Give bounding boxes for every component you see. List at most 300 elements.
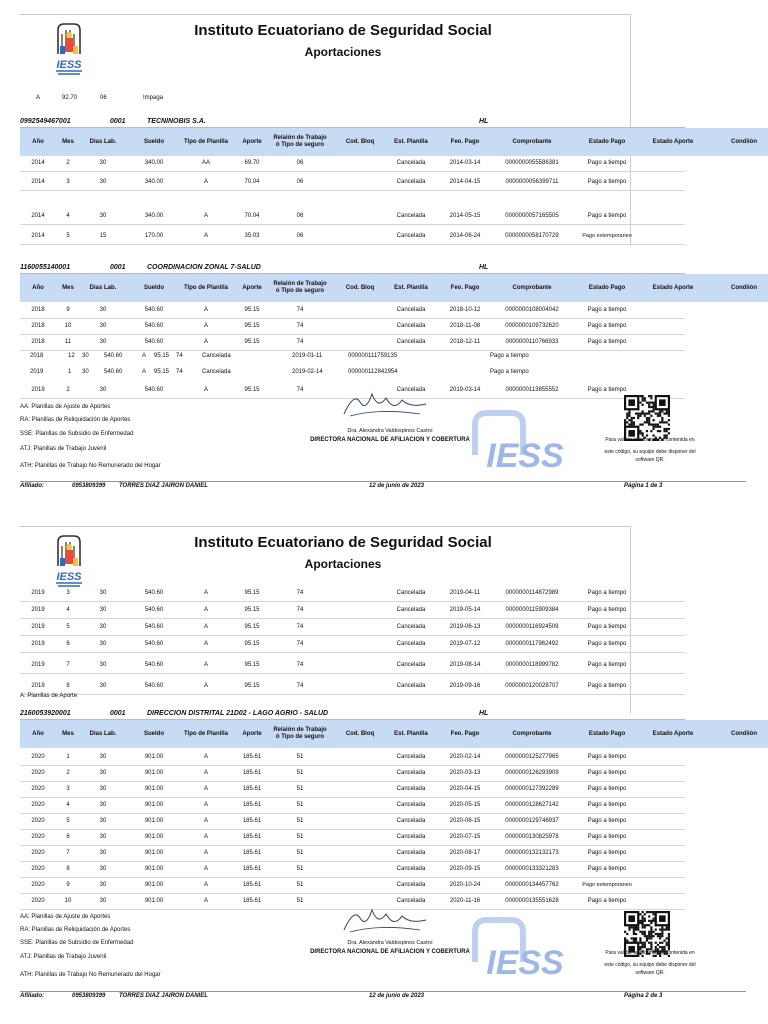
cell-s: 540.60 [104,353,123,359]
footer-label: Afiliado: [20,993,44,999]
cell-estplan: Cancelada [396,753,426,760]
qr-note-line: este código, su equipo debe disponer del [604,962,696,968]
cell-comp: 0000000110766933 [505,338,559,345]
cell-aporte: 95.15 [244,606,260,613]
cell-p: Pago a tiempo [490,369,529,375]
column-header-estpago: Estado Pago [588,730,626,737]
cell-anio: 2020 [31,849,45,856]
cell-relacion: 51 [296,753,304,760]
cell-dias: 30 [99,159,107,166]
cell-mes: 9 [66,306,70,313]
cell-fecpago: 2020-02-14 [449,753,481,760]
cell-sueldo: 540.60 [144,640,164,647]
cell-dias: 30 [99,769,107,776]
column-header-fecpago: Feo. Pago [450,730,480,737]
cell-estplan: Cancelada [396,386,426,393]
column-header-comp: Comprobante [512,730,552,737]
cell-tipo: A [203,881,208,888]
cell-ap: 95.15 [154,369,170,375]
cell-comp: 0000000108004042 [505,306,559,313]
column-header-mes: Mes [62,138,74,145]
cell-dias: 30 [99,623,107,630]
cell-dias: 30 [99,801,107,808]
footer-id: 0953809399 [72,993,106,999]
cell-sueldo: 540.60 [144,338,164,345]
cell-dias: 30 [99,753,107,760]
footer-page: Página 2 de 3 [624,993,663,999]
cell-sueldo: 901.00 [144,769,164,776]
cell-aporte: 185.61 [242,801,262,808]
cell-estplan: Cancelada [396,833,426,840]
cell-aporte: 95.15 [244,386,260,393]
column-header-estplan: Est. Planilla [394,730,428,737]
cell-fecpago: 2018-11-08 [449,322,481,329]
cell-relacion: 06 [296,212,304,219]
qr-note-line: software QR. [635,457,665,463]
cell-comp: 0000000116924509 [505,623,559,630]
cell-mes: 2 [66,159,70,166]
cell-fecpago: 2020-10-24 [449,881,481,888]
cell-anio: 2020 [31,753,45,760]
cell-estplan: Cancelada [396,232,426,239]
cell-comp: 0000000130825978 [505,833,559,840]
pre-relacion: 06 [100,95,107,101]
cell-fecpago: 2019-07-12 [449,640,481,647]
column-header-anio: Año [32,730,44,737]
footer-page: Página 1 de 3 [624,483,663,489]
employer-id: 0992549467001 [20,118,71,125]
column-header-estaporte: Estado Aporte [652,284,694,291]
cell-aporte: 185.61 [242,881,262,888]
cell-dias: 30 [99,589,107,596]
cell-estpago: Pago a tiempo [587,338,627,345]
cell-anio: 2019 [31,606,45,613]
cell-m: 1 [68,369,72,375]
cell-s: 540.60 [104,369,123,375]
cell-comp: 0000000129746937 [505,817,559,824]
cell-relacion: 74 [296,606,304,613]
employer-branch: 0001 [110,118,126,125]
cell-dias: 30 [99,881,107,888]
signer-role: DIRECTORA NACIONAL DE AFILIACION Y COBERTURA [310,437,470,443]
cell-anio: 2019 [31,682,45,689]
cell-relacion: 51 [296,849,304,856]
cell-tipo: A [203,897,208,904]
cell-estpago: Pago a tiempo [587,769,627,776]
cell-mes: 6 [66,833,70,840]
cell-comp: 0000000109732620 [505,322,559,329]
cell-aporte: 95.15 [244,623,260,630]
svg-text:IESS: IESS [486,437,564,475]
cell-relacion: 74 [296,661,304,668]
cell-fecpago: 2014-04-15 [449,178,481,185]
cell-aporte: 95.15 [244,306,260,313]
cell-r: 74 [176,353,183,359]
cell-sueldo: 540.60 [144,386,164,393]
cell-tipo: A [203,682,208,689]
column-header-aporte: Aporte [242,730,262,737]
cell-sueldo: 540.60 [144,661,164,668]
employer-name: DIRECCION DISTRITAL 21D02 - LAGO AGRIO - SALUD [147,710,329,717]
signature [340,388,430,418]
employer-branch: 0001 [110,710,126,717]
cell-estpago: Pago a tiempo [587,159,627,166]
cell-tipo: A [203,212,208,219]
cell-mes: 2 [66,386,70,393]
cell-sueldo: 901.00 [144,801,164,808]
cell-c: 000000111759135 [348,353,398,359]
cell-dias: 30 [99,817,107,824]
cell-a: 2019 [30,369,44,375]
signer-name: Dra. Alexandra Valdospinos Castro [347,940,433,946]
cell-dias: 30 [99,661,107,668]
cell-dias: 30 [99,682,107,689]
column-header-comp: Comprobante [512,284,552,291]
cell-comp: 0000000056399711 [505,178,559,185]
cell-estplan: Cancelada [396,801,426,808]
employer-hl: HL [479,118,489,125]
cell-dias: 30 [99,306,107,313]
cell-tipo: A [203,178,208,185]
cell-fecpago: 2018-10-12 [449,306,481,313]
cell-tipo: A [203,322,208,329]
cell-relacion: 51 [296,897,304,904]
cell-sueldo: 901.00 [144,833,164,840]
cell-sueldo: 901.00 [144,865,164,872]
cell-estplan: Cancelada [396,817,426,824]
employer-id: 1160055140001 [20,264,71,271]
cell-fecpago: 2014-05-15 [449,212,481,219]
cell-estpago: Pago a tiempo [587,661,627,668]
cell-fecpago: 2020-08-17 [449,849,481,856]
cell-estpago: Pago a tiempo [587,753,627,760]
table-row [20,227,685,245]
cell-mes: 9 [66,881,70,888]
cell-fecpago: 2019-05-14 [449,606,481,613]
cell-sueldo: 901.00 [144,753,164,760]
qr-note-line: software QR. [635,970,665,976]
cell-comp: 0000000127392289 [505,785,559,792]
cell-tipo: A [203,338,208,345]
cell-f: 2019-01-11 [292,353,323,359]
cell-t: A [142,353,147,359]
footer-name: TORRES DIAZ JAIRON DANIEL [119,993,208,999]
cell-sueldo: 340.00 [144,178,164,185]
cell-tipo: A [203,640,208,647]
cell-relacion: 06 [296,159,304,166]
cell-relacion: 51 [296,769,304,776]
cell-aporte: 70.04 [244,212,260,219]
legend-item: SSE: Planillas de Subsidio de Enfermedad [20,431,134,437]
page-footer [20,483,746,493]
cell-fecpago: 2020-11-16 [449,897,481,904]
cell-sueldo: 340.00 [144,159,164,166]
cell-comp: 0000000135551628 [505,897,559,904]
cell-estplan: Cancelada [396,178,426,185]
cell-aporte: 69.70 [244,159,260,166]
cell-dias: 30 [99,640,107,647]
cell-sueldo: 901.00 [144,897,164,904]
table-header [20,274,768,302]
column-header-tipo: Tipo de Planilla [184,284,228,291]
employer-name: COORDINACION ZONAL 7-SALUD [147,264,261,271]
column-header-aporte: Aporte [242,138,262,145]
cell-dias: 30 [99,338,107,345]
cell-estpago: Pago a tiempo [587,212,627,219]
cell-d: 30 [82,353,89,359]
column-header-relacion: Relaión de Trabajo ó Tipo de seguro [273,135,327,148]
signer-role: DIRECTORA NACIONAL DE AFILIACION Y COBERTURA [310,949,470,955]
cell-comp: 0000000058170729 [505,232,559,239]
cell-estpago: Pago a tiempo [587,606,627,613]
cell-sueldo: 540.60 [144,589,164,596]
cell-aporte: 35.03 [244,232,260,239]
cell-anio: 2019 [31,623,45,630]
cell-relacion: 51 [296,801,304,808]
legend-note: A: Planillas de Aporte [20,693,78,699]
cell-r: 74 [176,369,183,375]
employer-hl: HL [479,710,489,717]
cell-relacion: 74 [296,386,304,393]
logo-text: IESS [56,59,82,71]
cell-relacion: 06 [296,232,304,239]
cell-estplan: Cancelada [396,606,426,613]
cell-anio: 2020 [31,881,45,888]
cell-mes: 11 [64,338,72,345]
cell-fecpago: 2020-09-15 [449,865,481,872]
logo-text: IESS [56,571,82,583]
column-header-sueldo: Sueldo [143,730,164,737]
legend-item: RA: Planillas de Reliquidación de Aportes [20,927,131,933]
cell-estpago: Pago a tiempo [587,817,627,824]
footer-date: 12 de junio de 2023 [369,483,425,489]
cell-relacion: 74 [296,322,304,329]
cell-aporte: 185.61 [242,769,262,776]
cell-tipo: A [203,849,208,856]
pre-aporte: 92.70 [62,95,78,101]
cell-relacion: 74 [296,682,304,689]
cell-estplan: Cancelada [396,322,426,329]
cell-p: Pago a tiempo [490,353,529,359]
cell-comp: 0000000114872989 [505,589,559,596]
cell-estplan: Cancelada [396,306,426,313]
cell-anio: 2020 [31,865,45,872]
cell-estpago: Pago a tiempo [587,322,627,329]
cell-mes: 3 [66,589,70,596]
cell-mes: 3 [66,178,70,185]
cell-anio: 2019 [31,661,45,668]
cell-comp: 0000000132132173 [505,849,559,856]
employer-branch: 0001 [110,264,126,271]
cell-anio: 2020 [31,817,45,824]
cell-comp: 0000000057165505 [505,212,559,219]
column-header-estaporte: Estado Aporte [652,730,694,737]
column-header-condicion: Condiión [731,284,757,291]
cell-estplan: Cancelada [396,159,426,166]
cell-estpago: Pago a tiempo [587,785,627,792]
cell-comp: 0000000133321283 [505,865,559,872]
employer-line [20,263,685,274]
cell-tipo: A [203,589,208,596]
cell-sueldo: 540.60 [144,623,164,630]
legend-item: AA: Planillas de Ajuste de Aportes [20,404,111,410]
cell-mes: 2 [66,769,70,776]
cell-estpago: Pago a tiempo [587,865,627,872]
cell-mes: 7 [66,849,70,856]
cell-tipo: A [203,306,208,313]
column-header-estpago: Estado Pago [588,284,626,291]
legend-item: AA: Planillas de Ajuste de Aportes [20,914,111,920]
cell-aporte: 185.61 [242,897,262,904]
cell-estplan: Cancelada [396,212,426,219]
table-row [20,635,685,653]
column-header-anio: Año [32,284,44,291]
cell-anio: 2020 [31,897,45,904]
cell-anio: 2018 [31,306,45,313]
column-header-estaporte: Estado Aporte [652,138,694,145]
cell-relacion: 74 [296,623,304,630]
cell-mes: 5 [66,817,70,824]
cell-mes: 10 [64,897,72,904]
cell-mes: 3 [66,785,70,792]
cell-tipo: AA [201,159,210,166]
cell-comp: 0000000134457762 [505,881,559,888]
cell-estplan: Cancelada [396,849,426,856]
cell-relacion: 51 [296,881,304,888]
iess-watermark-icon [455,912,595,982]
cell-aporte: 95.15 [244,661,260,668]
employer-name: TECNINOBIS S.A. [147,118,206,125]
cell-mes: 5 [66,232,70,239]
cell-estpago: Pago a tiempo [587,386,627,393]
column-header-tipo: Tipo de Planilla [184,730,228,737]
report-title: Aportaciones [304,557,382,571]
cell-relacion: 74 [296,338,304,345]
cell-aporte: 185.61 [242,849,262,856]
column-header-estpago: Estado Pago [588,138,626,145]
qr-note [594,436,706,464]
cell-relacion: 06 [296,178,304,185]
cell-mes: 7 [66,661,70,668]
cell-estpago: Pago extemporaneo [582,232,632,239]
cell-fecpago: 2019-09-16 [449,682,481,689]
cell-estplan: Cancelada [396,338,426,345]
cell-fecpago: 2018-12-11 [449,338,481,345]
cell-tipo: A [203,386,208,393]
cell-estplan: Cancelada [396,769,426,776]
cell-dias: 30 [99,897,107,904]
column-header-mes: Mes [62,284,74,291]
cell-aporte: 95.15 [244,322,260,329]
cell-aporte: 95.15 [244,640,260,647]
column-header-fecpago: Feo. Pago [450,284,480,291]
column-header-fecpago: Feo. Pago [450,138,480,145]
cell-estplan: Cancelada [396,640,426,647]
cell-fecpago: 2020-07-15 [449,833,481,840]
cell-estplan: Cancelada [396,865,426,872]
cell-fecpago: 2020-04-15 [449,785,481,792]
table-row [20,656,685,674]
cell-fecpago: 2019-08-14 [449,661,481,668]
cell-sueldo: 540.60 [144,322,164,329]
cell-mes: 4 [66,212,70,219]
cell-estplan: Cancelada [396,881,426,888]
table-row [20,601,685,619]
cell-aporte: 185.61 [242,865,262,872]
cell-fecpago: 2020-06-15 [449,817,481,824]
cell-sueldo: 901.00 [144,785,164,792]
cell-tipo: A [203,661,208,668]
cell-mes: 1 [66,753,70,760]
table-row [20,365,685,381]
cell-sueldo: 340.00 [144,212,164,219]
cell-relacion: 74 [296,640,304,647]
cell-estplan: Cancelada [396,897,426,904]
qr-note-line: Para validar la información contenida en [605,437,695,443]
cell-e: Cancelada [202,353,231,359]
cell-tipo: A [203,623,208,630]
cell-tipo: A [203,865,208,872]
cell-estplan: Cancelada [396,682,426,689]
pre-tipo: A [36,95,41,101]
cell-sueldo: 540.60 [144,306,164,313]
table-row [20,584,685,602]
cell-sueldo: 901.00 [144,849,164,856]
cell-anio: 2020 [31,801,45,808]
cell-ap: 95.15 [154,353,170,359]
footer-divider [20,481,746,482]
cell-aporte: 185.61 [242,817,262,824]
cell-c: 000000112842954 [348,369,398,375]
cell-dias: 30 [99,606,107,613]
institution-title: Instituto Ecuatoriano de Seguridad Social [194,22,492,39]
cell-dias: 30 [99,386,107,393]
legend-item: ATJ: Planillas de Trabajo Juvenil [20,954,107,960]
report-page-2 [0,512,768,1024]
legend-item: SSE: Planillas de Subsidio de Enfermedad [20,940,134,946]
cell-comp: 0000000118999782 [505,661,559,668]
footer-divider [20,991,746,992]
cell-tipo: A [203,753,208,760]
table-row [20,677,685,695]
cell-comp: 0000000113855552 [505,386,559,393]
cell-estplan: Cancelada [396,589,426,596]
footer-id: 0953809399 [72,483,106,489]
cell-m: 12 [68,353,75,359]
footer-name: TORRES DIAZ JAIRON DANIEL [119,483,208,489]
cell-sueldo: 540.60 [144,606,164,613]
cell-anio: 2014 [31,212,45,219]
cell-anio: 2014 [31,232,45,239]
cell-aporte: 95.15 [244,682,260,689]
column-header-codbloq: Cod. Bloq [345,284,375,291]
footer-label: Afiliado: [20,483,44,489]
table-row [20,618,685,636]
table-header [20,720,768,748]
cell-estpago: Pago a tiempo [587,682,627,689]
cell-tipo: A [203,769,208,776]
legend-item: ATH: Planillas de Trabajo No Remunerado del Hogar [20,463,161,469]
table-header [20,128,768,156]
cell-comp: 0000000120028707 [505,682,559,689]
cell-estpago: Pago a tiempo [587,897,627,904]
cell-sueldo: 901.00 [144,817,164,824]
employer-id: 2160053920001 [20,710,71,717]
cell-relacion: 74 [296,306,304,313]
cell-fecpago: 2014-03-14 [449,159,481,166]
column-header-estplan: Est. Planilla [394,138,428,145]
cell-estpago: Pago a tiempo [587,801,627,808]
